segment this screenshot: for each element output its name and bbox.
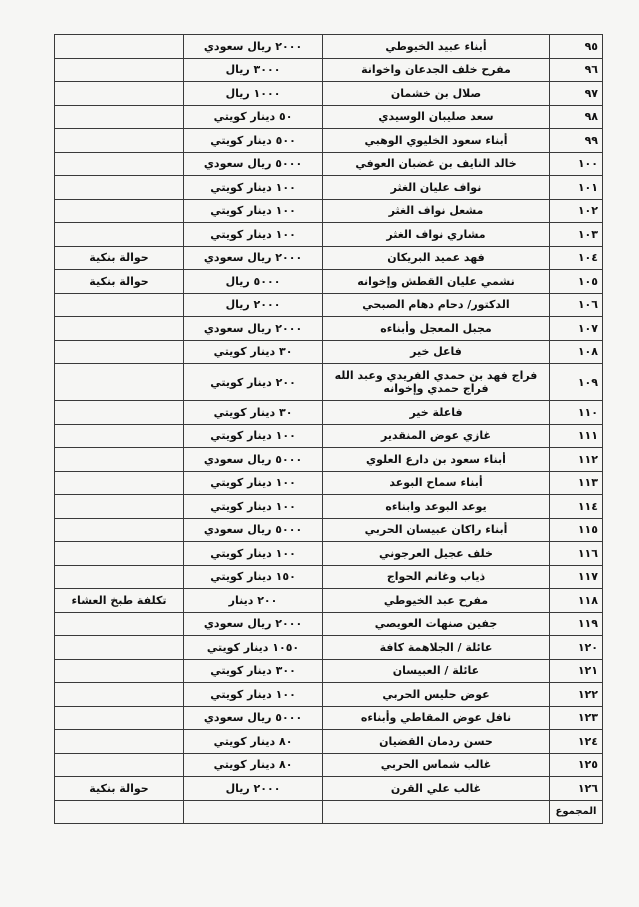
table-row xyxy=(55,129,603,153)
table-row xyxy=(55,730,603,754)
donation-amount: ٥٠٠٠ ريال سعودي xyxy=(184,448,323,472)
row-note xyxy=(55,753,184,777)
donation-amount: ٣٠٠٠ ريال xyxy=(184,58,323,82)
row-number: ١٢٦ xyxy=(550,777,603,801)
donation-amount: ٣٠٠ دينار كويتي xyxy=(184,659,323,683)
row-number: ١٠٤ xyxy=(550,246,603,270)
row-note xyxy=(55,659,184,683)
table-row xyxy=(55,471,603,495)
row-note xyxy=(55,293,184,317)
table-row xyxy=(55,565,603,589)
donor-name: جفين صنهات العويصي xyxy=(323,612,550,636)
donation-amount: ٨٠ دينار كويتي xyxy=(184,753,323,777)
table-row xyxy=(55,152,603,176)
donor-name: صلال بن خشمان xyxy=(323,82,550,106)
row-note xyxy=(55,105,184,129)
donor-name: أبناء سعود الخليوي الوهبي xyxy=(323,129,550,153)
table-row xyxy=(55,401,603,425)
donor-name: مفرح عبد الخيوطي xyxy=(323,589,550,613)
row-note xyxy=(55,401,184,425)
table-row xyxy=(55,199,603,223)
row-number: ١٢٢ xyxy=(550,683,603,707)
donor-name: نشمي عليان القطش وإخوانه xyxy=(323,270,550,294)
row-note xyxy=(55,683,184,707)
donation-amount: ٢٠٠٠ ريال xyxy=(184,777,323,801)
row-number: ١٢٥ xyxy=(550,753,603,777)
donor-name: نواف عليان الغثر xyxy=(323,176,550,200)
donation-amount: ١٠٠ دينار كويتي xyxy=(184,199,323,223)
donation-amount: ١٠٥٠ دينار كويتي xyxy=(184,636,323,660)
total-row xyxy=(55,800,603,824)
donor-name: الدكتور/ دحام دهام الصبحي xyxy=(323,293,550,317)
donation-amount: ٥٠٠٠ ريال سعودي xyxy=(184,706,323,730)
row-note xyxy=(55,542,184,566)
table-row xyxy=(55,176,603,200)
donor-name: نافل عوض المقاطي وأبناءه xyxy=(323,706,550,730)
row-number: ١١٠ xyxy=(550,401,603,425)
table-row xyxy=(55,612,603,636)
table-row xyxy=(55,659,603,683)
donor-name: حسن ردمان القضيان xyxy=(323,730,550,754)
donation-amount: ١٠٠٠ ريال xyxy=(184,82,323,106)
donation-amount: ٣٠ دينار كويتي xyxy=(184,401,323,425)
row-note xyxy=(55,58,184,82)
table-row xyxy=(55,518,603,542)
row-note xyxy=(55,448,184,472)
row-note xyxy=(55,364,184,401)
row-note xyxy=(55,706,184,730)
donor-name: يوعد البوعد وابناءه xyxy=(323,495,550,519)
row-number: ١١٣ xyxy=(550,471,603,495)
row-note xyxy=(55,565,184,589)
row-note xyxy=(55,176,184,200)
row-note xyxy=(55,199,184,223)
donor-name: فهد عميد البريكان xyxy=(323,246,550,270)
donor-name: مشاري نواف الغثر xyxy=(323,223,550,247)
table-row xyxy=(55,448,603,472)
donation-amount: ٢٠٠٠ ريال سعودي xyxy=(184,317,323,341)
table-row xyxy=(55,35,603,59)
donation-amount: ٨٠ دينار كويتي xyxy=(184,730,323,754)
row-note xyxy=(55,424,184,448)
row-note: حوالة بنكية xyxy=(55,777,184,801)
row-note: حوالة بنكية xyxy=(55,270,184,294)
table-row xyxy=(55,105,603,129)
donor-name: ذياب وغانم الحواج xyxy=(323,565,550,589)
donor-name: عائلة / العبيسان xyxy=(323,659,550,683)
donor-name: عوض حليس الحربي xyxy=(323,683,550,707)
row-note xyxy=(55,612,184,636)
row-number: ١٠٣ xyxy=(550,223,603,247)
row-note xyxy=(55,82,184,106)
row-number: ٩٥ xyxy=(550,35,603,59)
donor-name: مفرح خلف الجدعان واخوانة xyxy=(323,58,550,82)
row-number: ١١١ xyxy=(550,424,603,448)
row-number: ١١٢ xyxy=(550,448,603,472)
row-number: ١٠١ xyxy=(550,176,603,200)
donor-name: أبناء سعود بن دارع العلوي xyxy=(323,448,550,472)
row-note xyxy=(55,495,184,519)
row-note xyxy=(55,471,184,495)
donation-amount: ٥٠٠٠ ريال سعودي xyxy=(184,518,323,542)
donation-amount: ٢٠٠ دينار كويتي xyxy=(184,364,323,401)
row-number: ١٢٣ xyxy=(550,706,603,730)
row-note xyxy=(55,340,184,364)
donation-amount: ٢٠٠٠ ريال سعودي xyxy=(184,35,323,59)
row-number: ١٠٧ xyxy=(550,317,603,341)
total-label: المجموع xyxy=(550,800,603,824)
table-row xyxy=(55,364,603,401)
row-note xyxy=(55,35,184,59)
donor-name: عائلة / الجلاهمة كافة xyxy=(323,636,550,660)
row-note xyxy=(55,129,184,153)
donation-amount: ١٠٠ دينار كويتي xyxy=(184,683,323,707)
table-row xyxy=(55,223,603,247)
row-number: ١٢٤ xyxy=(550,730,603,754)
row-number: ١٠٢ xyxy=(550,199,603,223)
row-number: ٩٨ xyxy=(550,105,603,129)
table-row xyxy=(55,706,603,730)
table-row xyxy=(55,636,603,660)
table-row xyxy=(55,683,603,707)
table-row xyxy=(55,424,603,448)
row-number: ١٢١ xyxy=(550,659,603,683)
row-number: ١٠٩ xyxy=(550,364,603,401)
row-number: ١١٨ xyxy=(550,589,603,613)
row-note xyxy=(55,518,184,542)
table-row xyxy=(55,82,603,106)
donation-amount: ٥٠٠ دينار كويتي xyxy=(184,129,323,153)
row-number: ٩٧ xyxy=(550,82,603,106)
table-row xyxy=(55,317,603,341)
row-number: ١٠٨ xyxy=(550,340,603,364)
donation-amount: ٢٠٠ دينار xyxy=(184,589,323,613)
row-number: ١١٥ xyxy=(550,518,603,542)
donor-name: غالب علي القرن xyxy=(323,777,550,801)
donations-table xyxy=(54,34,603,824)
table-row xyxy=(55,270,603,294)
row-number: ١٢٠ xyxy=(550,636,603,660)
row-number: ١٠٠ xyxy=(550,152,603,176)
table-row xyxy=(55,542,603,566)
donation-amount: ٢٠٠٠ ريال سعودي xyxy=(184,246,323,270)
row-note: حوالة بنكية xyxy=(55,246,184,270)
donation-amount: ١٠٠ دينار كويتي xyxy=(184,471,323,495)
table-row xyxy=(55,293,603,317)
row-note: تكلفة طبخ العشاء xyxy=(55,589,184,613)
donor-name: أبناء سماح البوعد xyxy=(323,471,550,495)
row-note xyxy=(55,730,184,754)
donation-amount: ٥٠٠٠ ريال سعودي xyxy=(184,152,323,176)
donor-name: مجبل المعجل وأبناءه xyxy=(323,317,550,341)
row-number: ٩٦ xyxy=(550,58,603,82)
row-note xyxy=(55,317,184,341)
row-number: ١١٧ xyxy=(550,565,603,589)
table-row xyxy=(55,58,603,82)
total-name-cell xyxy=(323,800,550,824)
total-amount-cell xyxy=(184,800,323,824)
donor-name: غالب شماس الحربي xyxy=(323,753,550,777)
donor-name: خالد النايف بن غضبان العوفي xyxy=(323,152,550,176)
row-number: ١١٩ xyxy=(550,612,603,636)
row-number: ١١٤ xyxy=(550,495,603,519)
donation-amount: ١٠٠ دينار كويتي xyxy=(184,223,323,247)
donation-amount: ١٠٠ دينار كويتي xyxy=(184,176,323,200)
row-note xyxy=(55,636,184,660)
table-row xyxy=(55,340,603,364)
donations-table-body xyxy=(55,35,603,824)
donation-amount: ١٠٠ دينار كويتي xyxy=(184,424,323,448)
donation-amount: ٢٠٠٠ ريال سعودي xyxy=(184,612,323,636)
donor-name: غازي عوض المنقدير xyxy=(323,424,550,448)
row-number: ١١٦ xyxy=(550,542,603,566)
table-row xyxy=(55,753,603,777)
donor-name: فاعلة خير xyxy=(323,401,550,425)
donor-name: أبناء راكان عبيسان الحربي xyxy=(323,518,550,542)
donation-amount: ١٥٠ دينار كويتي xyxy=(184,565,323,589)
donation-amount: ٥٠٠٠ ريال xyxy=(184,270,323,294)
donor-name: فاعل خير xyxy=(323,340,550,364)
donor-name: فراج فهد بن حمدي الفريدي وعبد الله فراج حمدي وإخوانه xyxy=(323,364,550,401)
total-note-cell xyxy=(55,800,184,824)
donor-name: سعد صليبان الوسيدي xyxy=(323,105,550,129)
row-number: ١٠٥ xyxy=(550,270,603,294)
donation-amount: ١٠٠ دينار كويتي xyxy=(184,542,323,566)
donor-name: خلف عجيل العرجوني xyxy=(323,542,550,566)
donation-amount: ٣٠ دينار كويتي xyxy=(184,340,323,364)
donation-amount: ٢٠٠٠ ريال xyxy=(184,293,323,317)
table-row xyxy=(55,246,603,270)
table-row xyxy=(55,495,603,519)
row-number: ٩٩ xyxy=(550,129,603,153)
row-number: ١٠٦ xyxy=(550,293,603,317)
table-row xyxy=(55,589,603,613)
row-note xyxy=(55,223,184,247)
donor-name: أبناء عبيد الخيوطي xyxy=(323,35,550,59)
donation-amount: ١٠٠ دينار كويتي xyxy=(184,495,323,519)
table-row xyxy=(55,777,603,801)
donor-name: مشعل نواف الغثر xyxy=(323,199,550,223)
donation-amount: ٥٠ دينار كويتي xyxy=(184,105,323,129)
row-note xyxy=(55,152,184,176)
